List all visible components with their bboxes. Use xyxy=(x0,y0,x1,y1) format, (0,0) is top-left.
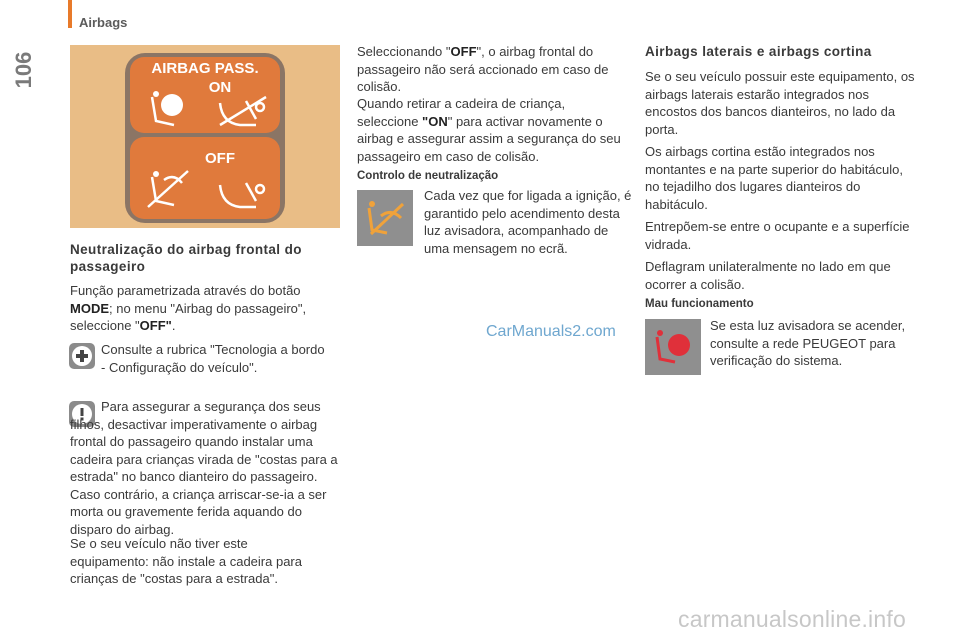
section-heading-neutralization: Neutralização do airbag frontal do passageiro xyxy=(70,242,302,274)
panel-on-label: ON xyxy=(208,79,232,96)
warning-note: Para assegurar a segurança dos seus filhos, desactivar imperativamente o airbag frontal do passageiro quando instalar uma cadeira para crianças virada de "costas para a estrada" no banco dianteiro do passageiro. Caso contrário, a criança arriscar-se-ia a ser morta ou gravemente ferida aquando do disparo do airbag. xyxy=(70,399,338,537)
off-keyword: OFF xyxy=(450,44,477,59)
paragraph-function-mode xyxy=(70,282,340,335)
text-span: Seleccionando " xyxy=(357,44,451,59)
info-note: Consulte a rubrica "Tecnologia a bordo - Configuração do veículo". xyxy=(101,342,325,375)
seat-airbag-fault-icon xyxy=(645,319,701,375)
text-span: . xyxy=(171,318,176,333)
text-span: ", o airbag frontal do passageiro não será accionado em caso de colisão. xyxy=(357,44,609,94)
fault-description: Se esta luz avisadora se acender, consulte a rede PEUGEOT para verificação do sistema. xyxy=(710,318,906,368)
panel-title: AIRBAG PASS. xyxy=(151,60,259,77)
airbag-off-warning-lamp xyxy=(357,190,413,246)
control-description: Cada vez que for ligada a ignição, é garantido pelo acendimento desta luz avisadora, acompanhado de uma mensagem no ecrã. xyxy=(424,188,632,256)
airbag-fault-warning-lamp xyxy=(645,319,701,375)
text-span: ; no menu "Airbag do passageiro", seleccione " xyxy=(70,300,307,333)
on-keyword: "ON xyxy=(422,113,448,129)
watermark-carmanualsonline: carmanualsonline.info xyxy=(678,606,906,632)
airbag-pass-panel-image xyxy=(70,45,340,228)
chapter-accent-bar xyxy=(68,0,72,28)
page-number: 106 xyxy=(11,51,36,89)
paragraph: Deflagram unilateralmente no lado em que ocorrer a colisão. xyxy=(645,259,891,292)
paragraph-selecting-on xyxy=(357,95,629,165)
paragraph: Se o seu veículo possuir este equipamento, os airbags laterais estarão integrados nos encostos dos bancos dianteiros, no lado da porta. xyxy=(645,69,915,137)
seat-airbag-off-icon xyxy=(357,190,413,246)
paragraph-no-equipment: Se o seu veículo não tiver este equipamento: não instale a cadeira para crianças de "costas para a estrada". xyxy=(70,536,302,586)
section-heading-side-airbags: Airbags laterais e airbags cortina xyxy=(645,44,872,59)
chapter-title: Airbags xyxy=(79,15,128,30)
mode-keyword: MODE xyxy=(70,300,109,316)
watermark-carmanuals2: CarManuals2.com xyxy=(486,323,616,340)
paragraph-side-airbags xyxy=(645,68,920,298)
paragraph: Entrepõem-se entre o ocupante e a superfície vidrada. xyxy=(645,219,910,252)
subheading-fault: Mau funcionamento xyxy=(645,298,754,310)
plus-info-icon xyxy=(72,346,92,366)
airbag-pass-panel xyxy=(70,45,340,228)
info-badge xyxy=(69,343,95,369)
paragraph: Os airbags cortina estão integrados nos montantes e na parte superior do habitáculo, no tejadilho dos lugares dianteiros do habitáculo. xyxy=(645,144,904,212)
off-keyword: OFF" xyxy=(139,318,172,333)
text-span: " para activar novamente o airbag e assegurar assim a segurança do seu passageiro em caso de colisão. xyxy=(357,113,621,164)
panel-off-label: OFF xyxy=(205,150,235,167)
text-span: Função parametrizada através do botão xyxy=(70,283,301,298)
subheading-control: Controlo de neutralização xyxy=(357,170,499,182)
paragraph-selecting-off xyxy=(357,43,627,96)
text-span: Quando retirar a cadeira de criança, seleccione xyxy=(357,96,566,129)
